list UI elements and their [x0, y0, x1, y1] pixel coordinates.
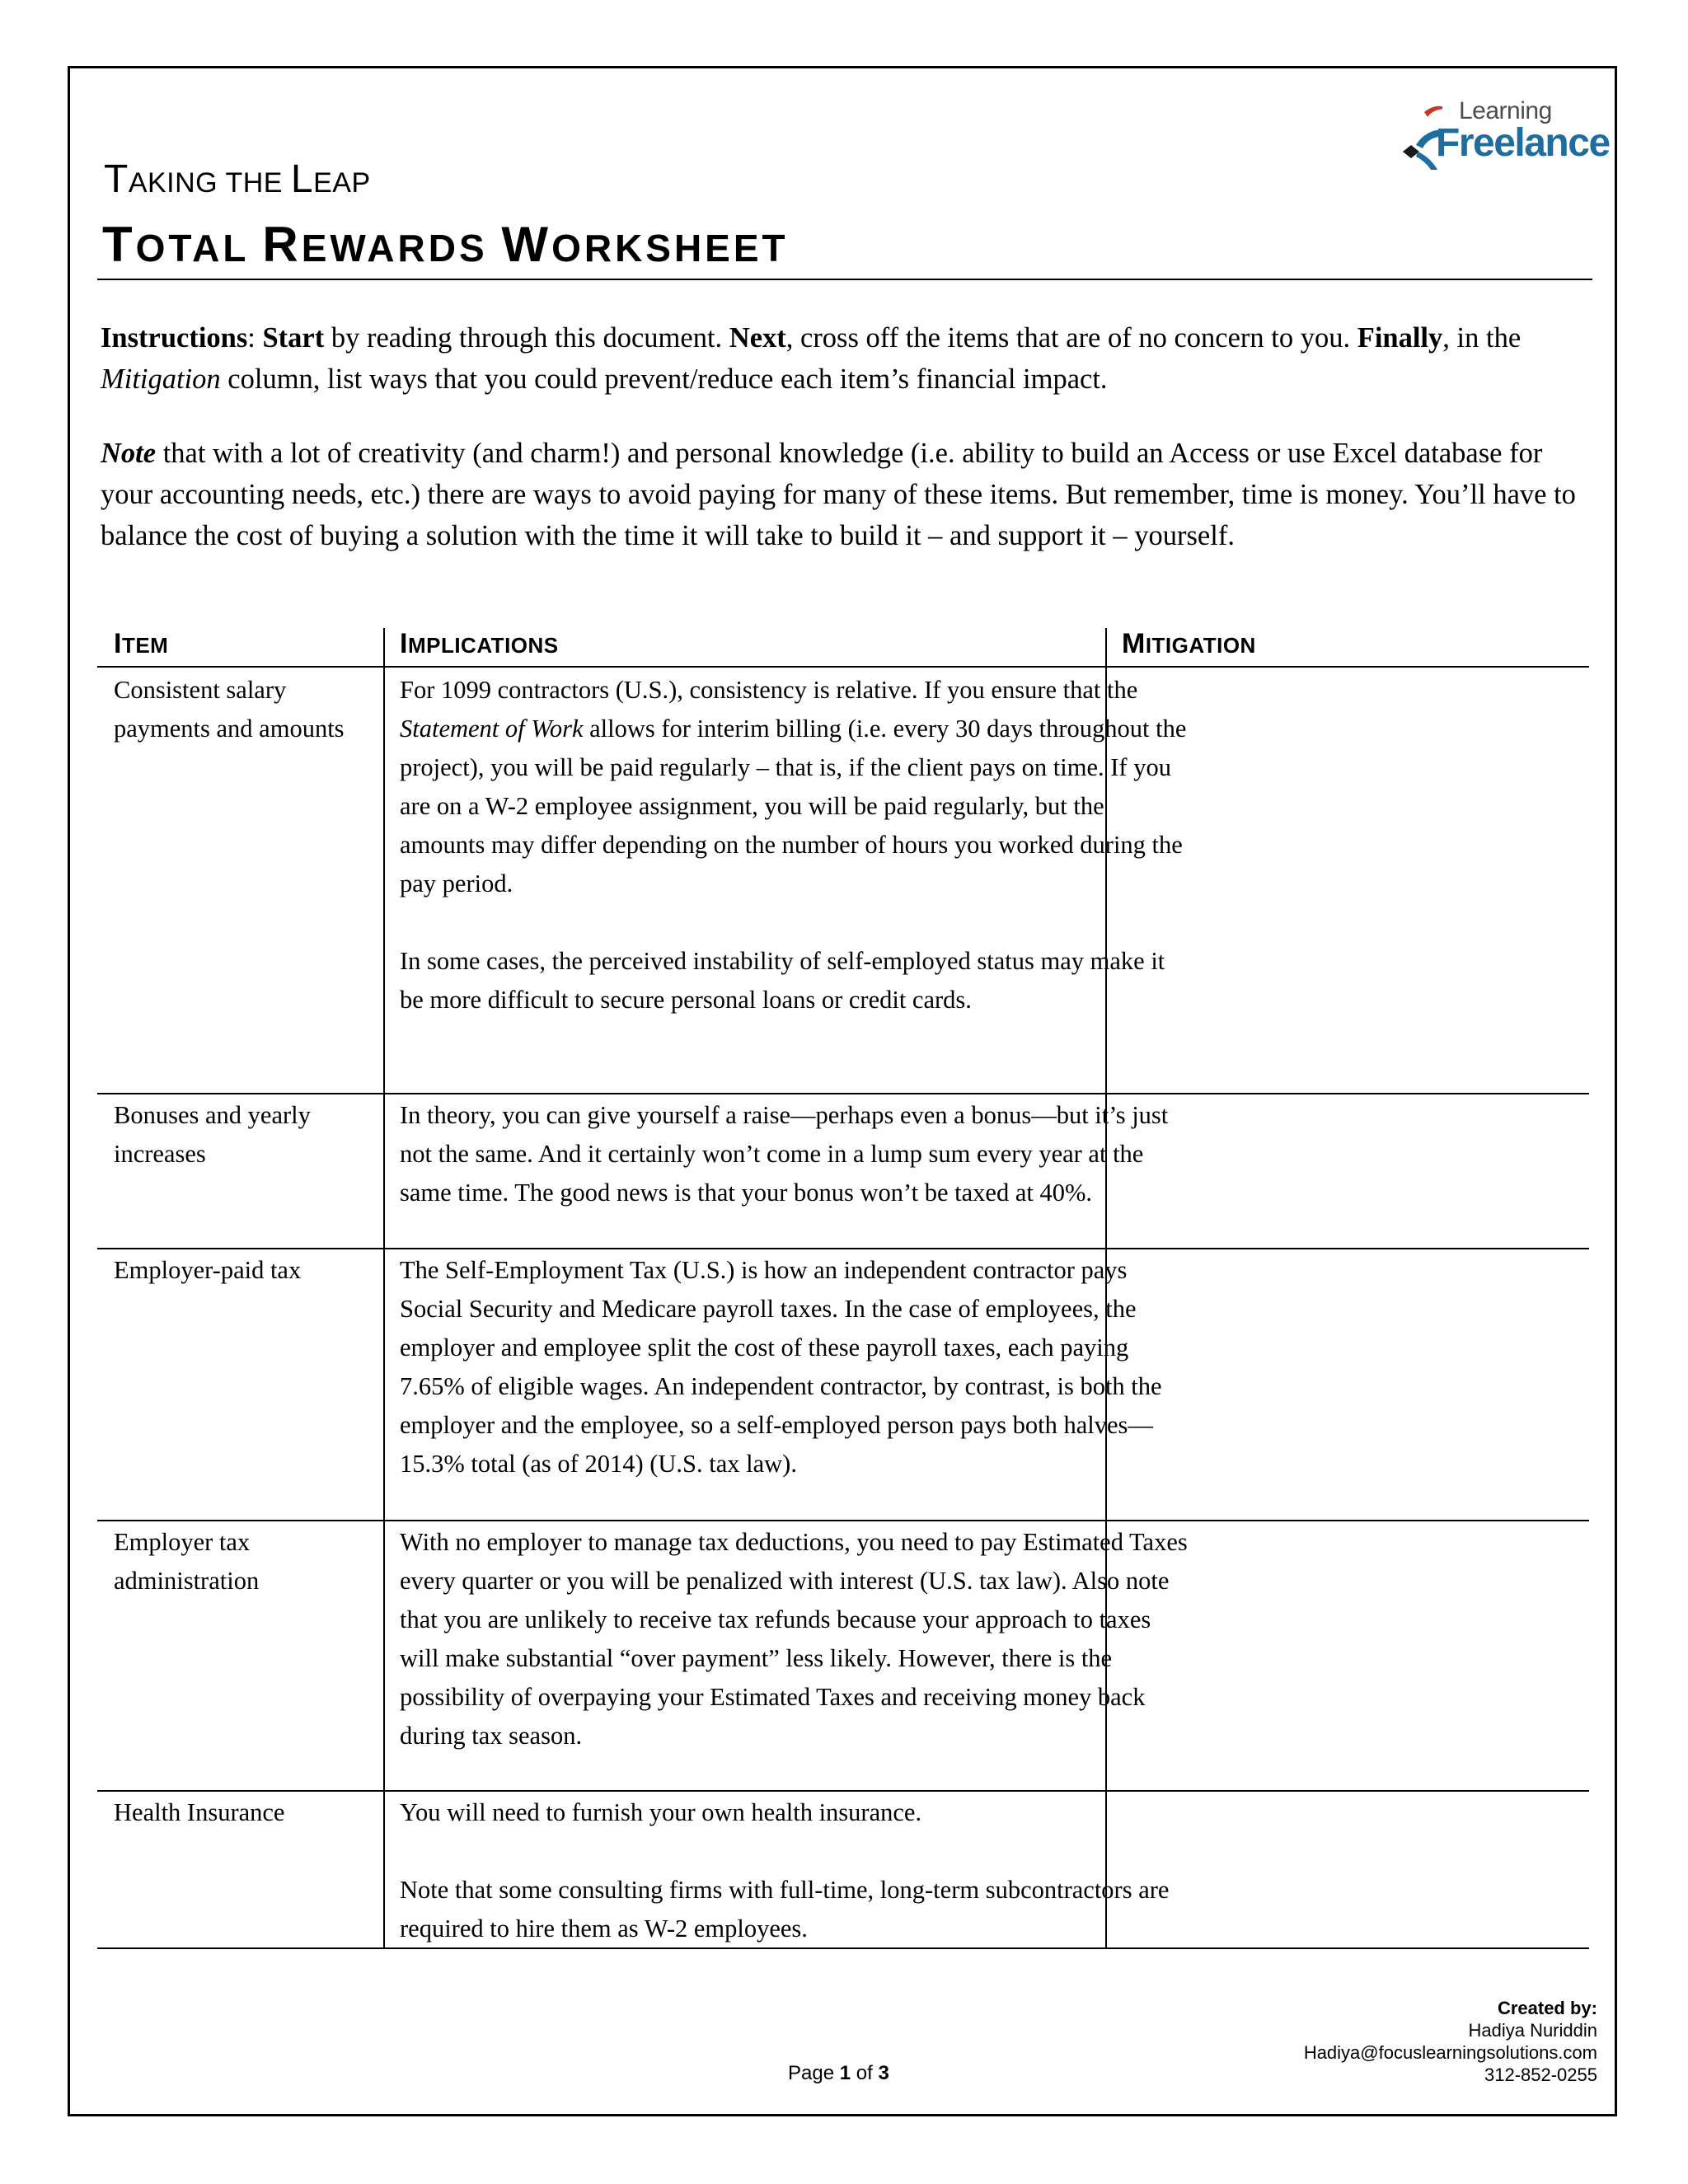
- author-name: Hadiya Nuriddin: [1468, 2020, 1597, 2041]
- table-row-item: Employer tax administration: [114, 1528, 260, 1595]
- table-row-implications: For 1099 contractors (U.S.), consistency is relative. If you ensure that the Statement of Work allows for interim billing (i.e. every 30 days throughout the project), you will be paid regularly – that is, if the client pays on time. If you are on a W-2 employee assignment, you will be paid regularly, but the amounts may differ depending on the number of hours you worked during the pay period. In some cases, the perceived instability of self-employed status may make it be more difficult to secure personal loans or credit cards.: [400, 676, 1187, 1014]
- author-email: Hadiya@focuslearningsolutions.com: [1303, 2042, 1597, 2063]
- column-header-mitigation: MITIGATION: [1122, 628, 1256, 659]
- table-row-item: Bonuses and yearly increases: [114, 1101, 311, 1168]
- table-row-implications: With no employer to manage tax deductions, you need to pay Estimated Taxes every quarter or you will be penalized with interest (U.S. tax law). Also note that you are unlikely to receive tax refunds because your approach to taxes will make substantial “over payment” less likely. However, there is the possibility of overpaying your Estimated Taxes and receiving money back during tax season.: [400, 1528, 1188, 1750]
- column-header-item: ITEM: [114, 628, 169, 659]
- table-row-implications: In theory, you can give yourself a raise—perhaps even a bonus—but it’s just not the same. And it certainly won’t come in a lump sum every year at the same time. The good news is that your bonus won’t be taxed at 40%.: [400, 1101, 1169, 1207]
- column-header-implications: IMPLICATIONS: [400, 628, 559, 659]
- title-divider: [97, 279, 1592, 280]
- table-row-item: Consistent salary payments and amounts: [114, 676, 345, 743]
- author-phone: 312-852-0255: [1484, 2064, 1597, 2085]
- leap-figure-icon: [1393, 97, 1442, 173]
- column-divider: [383, 628, 385, 1948]
- pretitle: TAKING THE LEAP: [104, 157, 371, 201]
- row-divider: [97, 1520, 1589, 1521]
- learning-freelance-logo: [1393, 97, 1610, 173]
- table-row-item: Health Insurance: [114, 1798, 285, 1826]
- row-divider: [97, 1248, 1589, 1249]
- note-paragraph: Note that with a lot of creativity (and charm!) and personal knowledge (i.e. ability to build an Access or use Excel database for your accounting needs, etc.) there are ways to avoid paying for many of these items. But remember, time is money. You’ll have to balance the cost of buying a solution with the time it will take to build it – and support it – yourself.: [101, 438, 1576, 551]
- instructions-paragraph: Instructions: Start by reading through this document. Next, cross off the items that are of no concern to you. Finally, in the Mitigation column, list ways that you could prevent/reduce each item’s financial impact.: [101, 322, 1522, 395]
- table-row-item: Employer-paid tax: [114, 1256, 302, 1284]
- row-divider: [97, 1093, 1589, 1094]
- logo-line-1: Learning: [1459, 97, 1552, 124]
- logo-line-2: Freelance: [1436, 121, 1610, 165]
- credits-block: [1304, 1997, 1597, 2086]
- page-title: TOTAL REWARDS WORKSHEET: [102, 217, 789, 272]
- page-number: Page 1 of 3: [788, 2062, 889, 2084]
- header-rule: [97, 666, 1589, 668]
- created-by-label: Created by:: [1497, 1998, 1597, 2018]
- table-row-implications: The Self-Employment Tax (U.S.) is how an independent contractor pays Social Security and Medicare payroll taxes. In the case of employees, the employer and employee split the cost of these payroll taxes, each paying 7.65% of eligible wages. An independent contractor, by contrast, is both the employer and the employee, so a self-employed person pays both halves—15.3% total (as of 2014) (U.S. tax law).: [400, 1256, 1162, 1478]
- table-row-implications: You will need to furnish your own health insurance. Note that some consulting firms with full-time, long-term subcontractors are required to hire them as W-2 employees.: [400, 1798, 1170, 1943]
- row-divider: [97, 1790, 1589, 1792]
